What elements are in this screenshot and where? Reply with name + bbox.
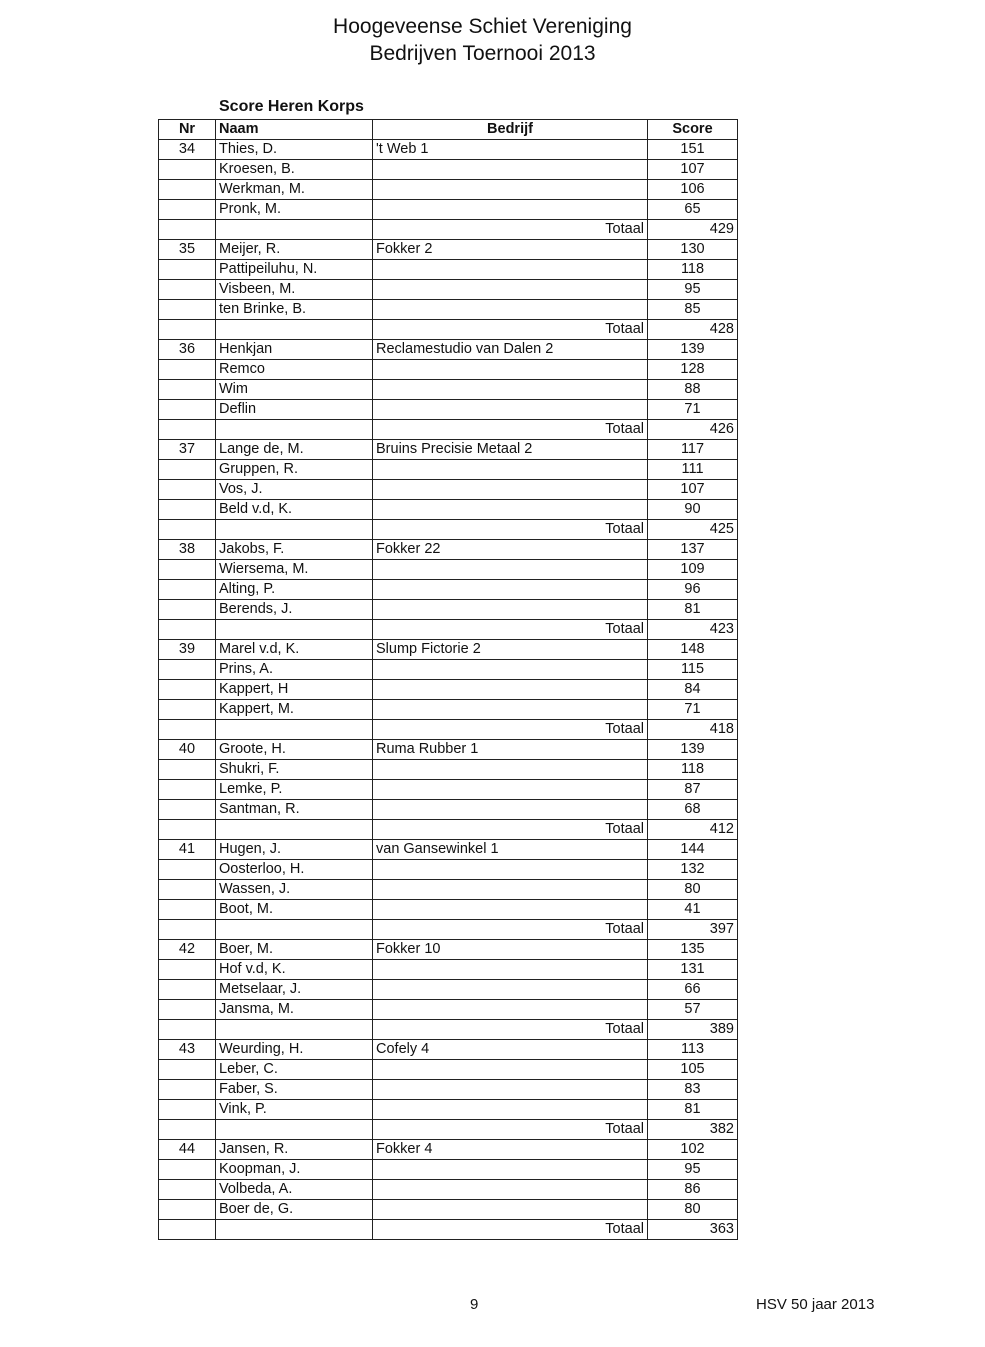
member-score-cell: 95: [648, 280, 738, 300]
member-name-cell: Remco: [216, 360, 373, 380]
member-name-cell: Beld v.d, K.: [216, 500, 373, 520]
member-score-cell: 102: [648, 1140, 738, 1160]
team-number-cell: 43: [159, 1040, 216, 1060]
member-score-cell: 137: [648, 540, 738, 560]
company-cell: [373, 1200, 648, 1220]
member-score-cell: 80: [648, 1200, 738, 1220]
member-score-cell: 96: [648, 580, 738, 600]
member-name-cell: Hugen, J.: [216, 840, 373, 860]
team-number-cell: [159, 600, 216, 620]
empty-cell: [216, 520, 373, 540]
empty-cell: [216, 420, 373, 440]
company-cell: 't Web 1: [373, 140, 648, 160]
member-score-cell: 88: [648, 380, 738, 400]
total-label-cell: Totaal: [373, 420, 648, 440]
member-name-cell: Wim: [216, 380, 373, 400]
member-name-cell: Kroesen, B.: [216, 160, 373, 180]
member-name-cell: Kappert, H: [216, 680, 373, 700]
team-number-cell: [159, 1080, 216, 1100]
member-score-cell: 85: [648, 300, 738, 320]
total-row: [159, 320, 738, 340]
member-score-cell: 87: [648, 780, 738, 800]
score-table: [158, 119, 738, 1240]
total-row: [159, 220, 738, 240]
team-number-cell: [159, 660, 216, 680]
total-row: [159, 820, 738, 840]
table-row: [159, 180, 738, 200]
team-number-cell: [159, 960, 216, 980]
company-cell: [373, 980, 648, 1000]
table-row: [159, 940, 738, 960]
table-row: [159, 500, 738, 520]
page-number: 9: [470, 1296, 479, 1313]
company-cell: [373, 380, 648, 400]
empty-cell: [216, 1220, 373, 1240]
company-cell: [373, 960, 648, 980]
company-cell: [373, 460, 648, 480]
company-cell: [373, 660, 648, 680]
table-row: [159, 580, 738, 600]
company-cell: Fokker 2: [373, 240, 648, 260]
company-cell: [373, 1160, 648, 1180]
member-name-cell: Wassen, J.: [216, 880, 373, 900]
member-score-cell: 151: [648, 140, 738, 160]
team-number-cell: [159, 280, 216, 300]
team-total-cell: 397: [648, 920, 738, 940]
company-cell: [373, 1180, 648, 1200]
table-row: [159, 640, 738, 660]
team-number-cell: [159, 1160, 216, 1180]
team-number-cell: [159, 860, 216, 880]
empty-cell: [216, 320, 373, 340]
team-total-cell: 423: [648, 620, 738, 640]
table-row: [159, 240, 738, 260]
member-name-cell: Boot, M.: [216, 900, 373, 920]
table-row: [159, 260, 738, 280]
team-number-cell: 44: [159, 1140, 216, 1160]
member-name-cell: Faber, S.: [216, 1080, 373, 1100]
member-score-cell: 81: [648, 1100, 738, 1120]
table-row: [159, 140, 738, 160]
team-number-cell: 39: [159, 640, 216, 660]
score-table-body: [159, 140, 738, 1240]
member-name-cell: Volbeda, A.: [216, 1180, 373, 1200]
company-cell: [373, 860, 648, 880]
company-cell: [373, 700, 648, 720]
member-name-cell: ten Brinke, B.: [216, 300, 373, 320]
member-name-cell: Prins, A.: [216, 660, 373, 680]
member-score-cell: 132: [648, 860, 738, 880]
empty-cell: [159, 820, 216, 840]
member-score-cell: 90: [648, 500, 738, 520]
table-row: [159, 160, 738, 180]
table-row: [159, 380, 738, 400]
footer-label: HSV 50 jaar 2013: [756, 1296, 875, 1313]
team-number-cell: [159, 260, 216, 280]
member-name-cell: Shukri, F.: [216, 760, 373, 780]
empty-cell: [216, 220, 373, 240]
team-number-cell: [159, 760, 216, 780]
company-cell: Cofely 4: [373, 1040, 648, 1060]
member-name-cell: Groote, H.: [216, 740, 373, 760]
team-number-cell: [159, 680, 216, 700]
empty-cell: [159, 420, 216, 440]
member-name-cell: Koopman, J.: [216, 1160, 373, 1180]
member-name-cell: Jansen, R.: [216, 1140, 373, 1160]
company-cell: Slump Fictorie 2: [373, 640, 648, 660]
member-score-cell: 68: [648, 800, 738, 820]
column-header-bedrijf: Bedrijf: [373, 120, 648, 140]
member-name-cell: Oosterloo, H.: [216, 860, 373, 880]
company-cell: [373, 760, 648, 780]
team-number-cell: [159, 460, 216, 480]
member-score-cell: 128: [648, 360, 738, 380]
team-number-cell: [159, 300, 216, 320]
table-row: [159, 340, 738, 360]
company-cell: Bruins Precisie Metaal 2: [373, 440, 648, 460]
document-subtitle: Bedrijven Toernooi 2013: [369, 42, 596, 65]
company-cell: [373, 280, 648, 300]
member-name-cell: Santman, R.: [216, 800, 373, 820]
member-score-cell: 131: [648, 960, 738, 980]
table-row: [159, 560, 738, 580]
total-label-cell: Totaal: [373, 1220, 648, 1240]
document-title: Hoogeveense Schiet Vereniging: [333, 15, 632, 38]
table-row: [159, 1040, 738, 1060]
member-score-cell: 83: [648, 1080, 738, 1100]
table-row: [159, 1200, 738, 1220]
column-header-score: Score: [648, 120, 738, 140]
total-label-cell: Totaal: [373, 720, 648, 740]
company-cell: van Gansewinkel 1: [373, 840, 648, 860]
total-label-cell: Totaal: [373, 520, 648, 540]
empty-cell: [159, 520, 216, 540]
member-score-cell: 107: [648, 160, 738, 180]
table-row: [159, 660, 738, 680]
member-score-cell: 109: [648, 560, 738, 580]
member-name-cell: Vink, P.: [216, 1100, 373, 1120]
member-name-cell: Deflin: [216, 400, 373, 420]
member-score-cell: 95: [648, 1160, 738, 1180]
table-row: [159, 880, 738, 900]
table-row: [159, 1160, 738, 1180]
member-name-cell: Leber, C.: [216, 1060, 373, 1080]
total-row: [159, 1120, 738, 1140]
company-cell: [373, 260, 648, 280]
company-cell: [373, 780, 648, 800]
team-number-cell: [159, 580, 216, 600]
team-total-cell: 426: [648, 420, 738, 440]
member-name-cell: Lange de, M.: [216, 440, 373, 460]
team-number-cell: 42: [159, 940, 216, 960]
empty-cell: [216, 620, 373, 640]
table-row: [159, 800, 738, 820]
member-name-cell: Jansma, M.: [216, 1000, 373, 1020]
table-row: [159, 200, 738, 220]
team-number-cell: [159, 400, 216, 420]
section-title: Score Heren Korps: [219, 98, 364, 115]
team-number-cell: [159, 360, 216, 380]
company-cell: [373, 480, 648, 500]
company-cell: Fokker 22: [373, 540, 648, 560]
team-number-cell: [159, 1100, 216, 1120]
total-label-cell: Totaal: [373, 820, 648, 840]
total-row: [159, 1220, 738, 1240]
empty-cell: [159, 220, 216, 240]
team-number-cell: [159, 1000, 216, 1020]
company-cell: [373, 300, 648, 320]
team-number-cell: [159, 480, 216, 500]
empty-cell: [159, 620, 216, 640]
company-cell: Ruma Rubber 1: [373, 740, 648, 760]
member-score-cell: 57: [648, 1000, 738, 1020]
member-name-cell: Thies, D.: [216, 140, 373, 160]
company-cell: [373, 800, 648, 820]
table-row: [159, 1080, 738, 1100]
table-row: [159, 460, 738, 480]
company-cell: [373, 1080, 648, 1100]
team-number-cell: [159, 880, 216, 900]
company-cell: [373, 400, 648, 420]
company-cell: [373, 1100, 648, 1120]
team-total-cell: 363: [648, 1220, 738, 1240]
team-number-cell: [159, 900, 216, 920]
member-score-cell: 113: [648, 1040, 738, 1060]
table-row: [159, 540, 738, 560]
team-number-cell: [159, 560, 216, 580]
total-row: [159, 1020, 738, 1040]
empty-cell: [159, 720, 216, 740]
team-number-cell: [159, 1060, 216, 1080]
team-number-cell: 40: [159, 740, 216, 760]
company-cell: Fokker 4: [373, 1140, 648, 1160]
member-score-cell: 107: [648, 480, 738, 500]
total-row: [159, 520, 738, 540]
member-name-cell: Wiersema, M.: [216, 560, 373, 580]
total-label-cell: Totaal: [373, 920, 648, 940]
team-number-cell: 38: [159, 540, 216, 560]
team-total-cell: 389: [648, 1020, 738, 1040]
table-row: [159, 860, 738, 880]
team-number-cell: [159, 160, 216, 180]
table-row: [159, 700, 738, 720]
team-number-cell: 35: [159, 240, 216, 260]
team-total-cell: 428: [648, 320, 738, 340]
member-name-cell: Jakobs, F.: [216, 540, 373, 560]
member-score-cell: 71: [648, 700, 738, 720]
member-name-cell: Marel v.d, K.: [216, 640, 373, 660]
member-score-cell: 41: [648, 900, 738, 920]
member-score-cell: 148: [648, 640, 738, 660]
table-row: [159, 980, 738, 1000]
total-row: [159, 720, 738, 740]
table-row: [159, 480, 738, 500]
member-name-cell: Gruppen, R.: [216, 460, 373, 480]
team-number-cell: [159, 500, 216, 520]
member-name-cell: Hof v.d, K.: [216, 960, 373, 980]
member-score-cell: 139: [648, 340, 738, 360]
team-number-cell: [159, 200, 216, 220]
company-cell: Fokker 10: [373, 940, 648, 960]
table-row: [159, 280, 738, 300]
table-row: [159, 400, 738, 420]
table-row: [159, 1100, 738, 1120]
empty-cell: [216, 1120, 373, 1140]
member-score-cell: 118: [648, 260, 738, 280]
table-row: [159, 900, 738, 920]
member-score-cell: 65: [648, 200, 738, 220]
table-row: [159, 300, 738, 320]
team-number-cell: [159, 800, 216, 820]
member-name-cell: Henkjan: [216, 340, 373, 360]
company-cell: [373, 180, 648, 200]
team-number-cell: [159, 380, 216, 400]
member-score-cell: 115: [648, 660, 738, 680]
table-row: [159, 840, 738, 860]
member-name-cell: Meijer, R.: [216, 240, 373, 260]
member-name-cell: Metselaar, J.: [216, 980, 373, 1000]
member-name-cell: Boer de, G.: [216, 1200, 373, 1220]
member-name-cell: Berends, J.: [216, 600, 373, 620]
empty-cell: [216, 820, 373, 840]
member-score-cell: 135: [648, 940, 738, 960]
member-score-cell: 118: [648, 760, 738, 780]
member-score-cell: 80: [648, 880, 738, 900]
member-name-cell: Pronk, M.: [216, 200, 373, 220]
empty-cell: [216, 720, 373, 740]
empty-cell: [216, 1020, 373, 1040]
team-total-cell: 412: [648, 820, 738, 840]
team-total-cell: 429: [648, 220, 738, 240]
team-number-cell: [159, 980, 216, 1000]
table-row: [159, 1180, 738, 1200]
table-row: [159, 360, 738, 380]
member-score-cell: 130: [648, 240, 738, 260]
company-cell: Reclamestudio van Dalen 2: [373, 340, 648, 360]
team-number-cell: 41: [159, 840, 216, 860]
member-score-cell: 81: [648, 600, 738, 620]
empty-cell: [159, 1020, 216, 1040]
company-cell: [373, 360, 648, 380]
member-score-cell: 105: [648, 1060, 738, 1080]
team-number-cell: [159, 700, 216, 720]
company-cell: [373, 200, 648, 220]
team-number-cell: 34: [159, 140, 216, 160]
total-label-cell: Totaal: [373, 1020, 648, 1040]
total-label-cell: Totaal: [373, 620, 648, 640]
table-row: [159, 740, 738, 760]
table-row: [159, 600, 738, 620]
company-cell: [373, 680, 648, 700]
company-cell: [373, 880, 648, 900]
team-number-cell: [159, 180, 216, 200]
total-row: [159, 920, 738, 940]
table-row: [159, 1000, 738, 1020]
member-score-cell: 117: [648, 440, 738, 460]
company-cell: [373, 160, 648, 180]
total-row: [159, 620, 738, 640]
empty-cell: [216, 920, 373, 940]
member-name-cell: Vos, J.: [216, 480, 373, 500]
column-header-naam: Naam: [216, 120, 373, 140]
company-cell: [373, 1060, 648, 1080]
company-cell: [373, 500, 648, 520]
team-number-cell: [159, 1180, 216, 1200]
team-total-cell: 425: [648, 520, 738, 540]
team-number-cell: [159, 780, 216, 800]
member-score-cell: 111: [648, 460, 738, 480]
team-number-cell: 36: [159, 340, 216, 360]
member-name-cell: Werkman, M.: [216, 180, 373, 200]
company-cell: [373, 900, 648, 920]
member-score-cell: 144: [648, 840, 738, 860]
member-score-cell: 71: [648, 400, 738, 420]
total-row: [159, 420, 738, 440]
total-label-cell: Totaal: [373, 320, 648, 340]
table-row: [159, 1060, 738, 1080]
member-name-cell: Boer, M.: [216, 940, 373, 960]
member-score-cell: 86: [648, 1180, 738, 1200]
member-name-cell: Alting, P.: [216, 580, 373, 600]
empty-cell: [159, 320, 216, 340]
member-name-cell: Visbeen, M.: [216, 280, 373, 300]
total-label-cell: Totaal: [373, 220, 648, 240]
table-row: [159, 960, 738, 980]
member-score-cell: 106: [648, 180, 738, 200]
table-header-row: [159, 120, 738, 140]
team-total-cell: 418: [648, 720, 738, 740]
member-score-cell: 66: [648, 980, 738, 1000]
company-cell: [373, 1000, 648, 1020]
table-row: [159, 780, 738, 800]
company-cell: [373, 580, 648, 600]
empty-cell: [159, 1220, 216, 1240]
company-cell: [373, 600, 648, 620]
team-number-cell: [159, 1200, 216, 1220]
empty-cell: [159, 920, 216, 940]
table-row: [159, 1140, 738, 1160]
column-header-nr: Nr: [159, 120, 216, 140]
empty-cell: [159, 1120, 216, 1140]
total-label-cell: Totaal: [373, 1120, 648, 1140]
table-row: [159, 760, 738, 780]
member-name-cell: Lemke, P.: [216, 780, 373, 800]
member-score-cell: 84: [648, 680, 738, 700]
table-row: [159, 680, 738, 700]
company-cell: [373, 560, 648, 580]
member-name-cell: Kappert, M.: [216, 700, 373, 720]
member-name-cell: Weurding, H.: [216, 1040, 373, 1060]
team-total-cell: 382: [648, 1120, 738, 1140]
team-number-cell: 37: [159, 440, 216, 460]
member-name-cell: Pattipeiluhu, N.: [216, 260, 373, 280]
table-row: [159, 440, 738, 460]
member-score-cell: 139: [648, 740, 738, 760]
